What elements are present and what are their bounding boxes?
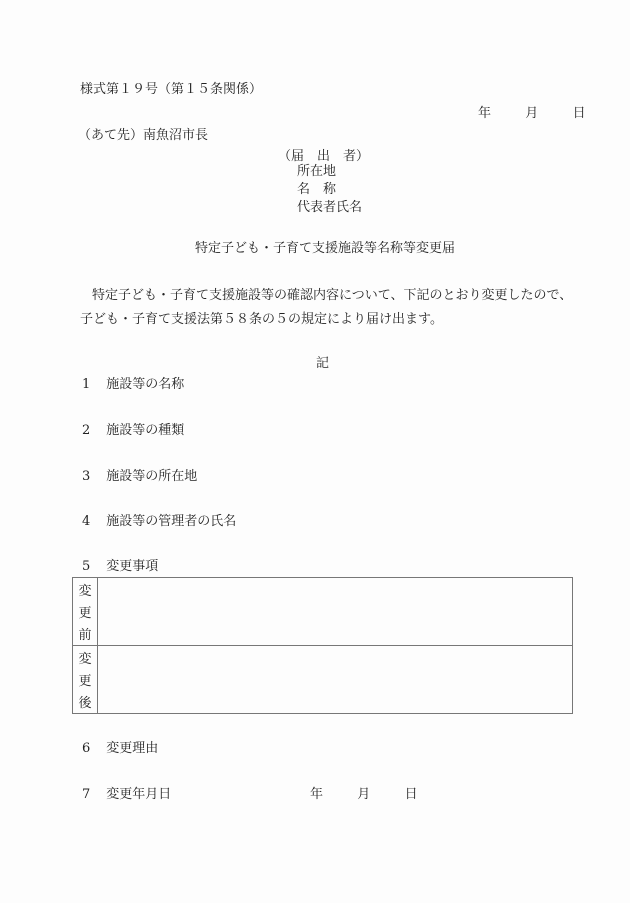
- change-after-row: [73, 646, 572, 713]
- item-number: 5: [82, 559, 91, 574]
- item-label: 施設等の名称: [106, 377, 185, 392]
- item-6: [82, 741, 158, 757]
- item-label: 施設等の所在地: [106, 469, 198, 484]
- item-label: 施設等の管理者の氏名: [106, 514, 237, 529]
- item-label: 変更事項: [106, 559, 159, 574]
- item-number: 4: [82, 514, 91, 529]
- document-title: 特定子ども・子育て支援施設等名称等変更届: [195, 241, 456, 256]
- item-label: 変更理由: [106, 741, 159, 756]
- item-1: [82, 377, 184, 393]
- submission-date: [478, 106, 586, 122]
- date-year-label: 年: [478, 106, 492, 121]
- item-3: [82, 469, 197, 485]
- change-before-field[interactable]: [98, 578, 572, 645]
- change-table: [72, 577, 573, 714]
- item-number: 3: [82, 469, 91, 484]
- change-day-label: 日: [404, 787, 418, 802]
- item-number: 2: [82, 423, 91, 438]
- item-number: 7: [82, 787, 91, 802]
- date-month-label: 月: [525, 106, 539, 121]
- change-month-label: 月: [357, 787, 371, 802]
- change-date: [310, 787, 418, 803]
- date-day-label: 日: [572, 106, 586, 121]
- change-year-label: 年: [310, 787, 324, 802]
- notifier-representative-label: 代表者氏名: [297, 200, 363, 215]
- item-2: [82, 423, 184, 439]
- item-label: 変更年月日: [106, 787, 172, 802]
- item-number: 1: [82, 377, 91, 392]
- ki-heading: 記: [316, 356, 330, 371]
- body-line-1: 特定子ども・子育て支援施設等の確認内容について、下記のとおり変更したので、: [92, 288, 573, 303]
- item-7: [82, 787, 171, 803]
- item-4: [82, 514, 236, 530]
- change-after-field[interactable]: [98, 646, 572, 713]
- item-number: 6: [82, 741, 91, 756]
- notifier-name-label: 名 称: [297, 182, 337, 197]
- change-before-row: [73, 578, 572, 646]
- body-line-2: 子ども・子育て支援法第５８条の５の規定により届け出ます。: [80, 312, 443, 327]
- change-after-label: 変 更 後: [73, 646, 98, 713]
- item-5: [82, 559, 158, 575]
- notifier-address-label: 所在地: [297, 164, 337, 179]
- notifier-heading: （届 出 者）: [278, 149, 370, 164]
- addressee: （あて先）南魚沼市長: [78, 128, 209, 143]
- form-number: 様式第１９号（第１５条関係）: [80, 82, 263, 97]
- item-label: 施設等の種類: [106, 423, 185, 438]
- change-before-label: 変 更 前: [73, 578, 98, 645]
